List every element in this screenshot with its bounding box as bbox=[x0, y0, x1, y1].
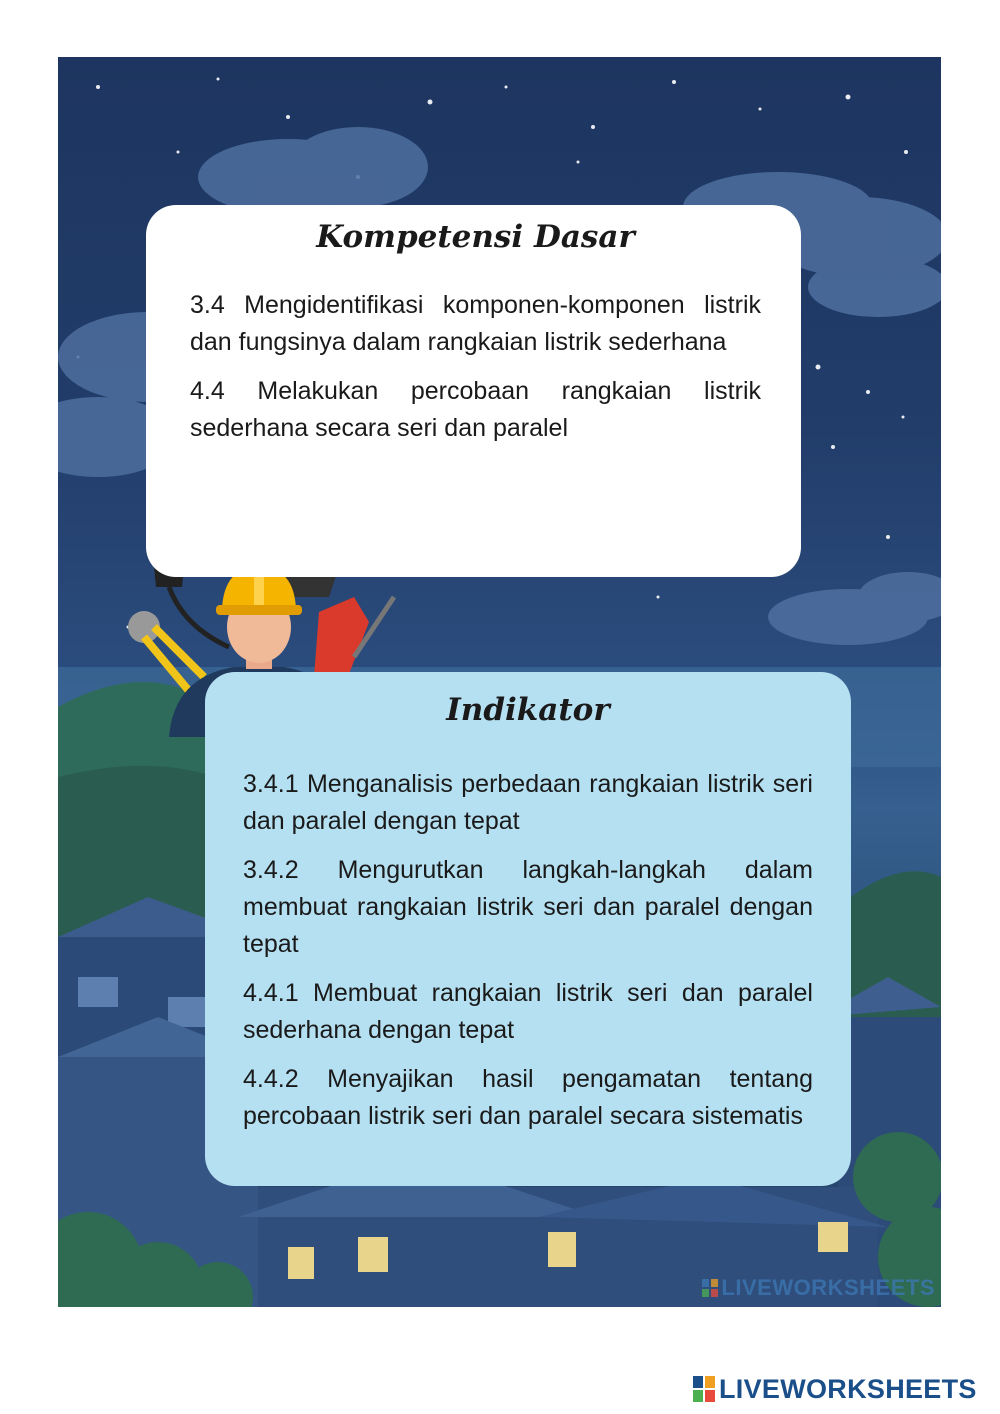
watermark-text: LIVEWORKSHEETS bbox=[721, 1275, 935, 1300]
footer-logo-text: LIVEWORKSHEETS bbox=[719, 1373, 977, 1404]
inner-watermark bbox=[702, 1275, 935, 1301]
indikator-item: 4.4.2 Menyajikan hasil pengamatan tentang percobaan listrik seri dan paralel secara sistematis bbox=[243, 1065, 813, 1130]
liveworksheets-logo-icon bbox=[702, 1279, 718, 1297]
indikator-item: 3.4.1 Menganalisis perbedaan rangkaian listrik seri dan paralel dengan tepat bbox=[243, 770, 813, 835]
kompetensi-dasar-card bbox=[146, 205, 801, 577]
indikator-item: 3.4.2 Mengurutkan langkah-langkah dalam membuat rangkaian listrik seri dan paralel dengan tepat bbox=[243, 856, 813, 958]
liveworksheets-footer-logo[interactable] bbox=[693, 1374, 977, 1404]
indikator-item: 4.4.1 Membuat rangkaian listrik seri dan paralel sederhana dengan tepat bbox=[243, 979, 813, 1044]
indikator-title: Indikator bbox=[446, 692, 610, 728]
kompetensi-item: 4.4 Melakukan percobaan rangkaian listrik sederhana secara seri dan paralel bbox=[190, 377, 761, 442]
kompetensi-item: 3.4 Mengidentifikasi komponen-komponen listrik dan fungsinya dalam rangkaian listrik sederhana bbox=[190, 291, 761, 356]
kompetensi-title: Kompetensi Dasar bbox=[316, 219, 635, 255]
indikator-card bbox=[205, 672, 851, 1186]
liveworksheets-logo-icon bbox=[693, 1376, 715, 1402]
